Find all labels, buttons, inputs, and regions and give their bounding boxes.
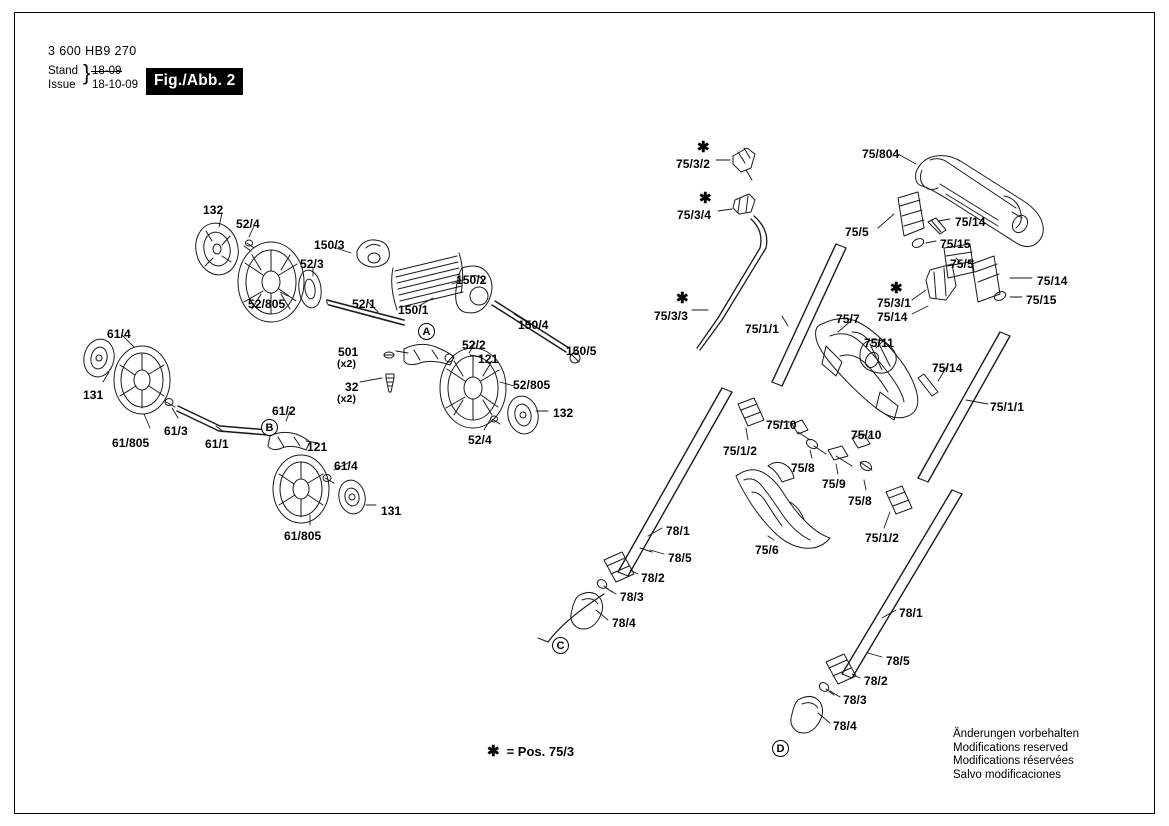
- figure-badge: Fig./Abb. 2: [146, 68, 243, 95]
- callout-75-14-lower: 75/14: [1037, 274, 1068, 288]
- callout-75-14-right: 75/14: [932, 361, 963, 375]
- note-es: Salvo modificaciones: [953, 768, 1062, 781]
- callout-78-5-left: 78/5: [668, 551, 692, 565]
- callout-131-bottom: 131: [381, 504, 402, 518]
- callout-121-top: 121: [478, 352, 499, 366]
- callout-150-5: 150/5: [566, 344, 597, 358]
- callout-52-1: 52/1: [352, 297, 376, 311]
- callout-75-14-center: 75/14: [877, 310, 908, 324]
- callout-61-1: 61/1: [205, 437, 229, 451]
- callout-150-2: 150/2: [456, 273, 487, 287]
- callout-75-14-upper: 75/14: [955, 215, 986, 229]
- callout-75-3-3: 75/3/3: [654, 309, 688, 323]
- callout-131-left: 131: [83, 388, 104, 402]
- star-legend-text: = Pos. 75/3: [506, 744, 575, 759]
- callout-32-qty: (x2): [337, 393, 357, 405]
- callout-52-805-bottom: 52/805: [513, 378, 551, 392]
- stand-date: [92, 65, 121, 77]
- callout-78-1-left: 78/1: [666, 524, 690, 538]
- star-marker-1: ✱: [697, 139, 710, 156]
- callout-75-6: 75/6: [755, 543, 779, 557]
- callout-75-3-4: 75/3/4: [677, 208, 711, 222]
- callout-78-1-right: 78/1: [899, 606, 923, 620]
- callout-61-4-top: 61/4: [107, 327, 131, 341]
- callout-75-8-left: 75/8: [791, 461, 815, 475]
- callout-61-3: 61/3: [164, 424, 188, 438]
- callout-75-9: 75/9: [822, 477, 846, 491]
- callout-78-3-right: 78/3: [843, 693, 867, 707]
- callout-132-top: 132: [203, 203, 224, 217]
- detail-marker-a: A: [418, 323, 435, 340]
- callout-52-4-bottom: 52/4: [468, 433, 492, 447]
- callout-61-805-bottom: 61/805: [284, 529, 322, 543]
- star-marker-2: ✱: [699, 190, 712, 207]
- callout-150-3: 150/3: [314, 238, 345, 252]
- callout-75-11: 75/11: [864, 336, 894, 350]
- callout-61-4-bottom: 61/4: [334, 459, 358, 473]
- note-fr: Modifications réservées: [953, 755, 1074, 768]
- note-de: Änderungen vorbehalten: [953, 728, 1079, 740]
- detail-marker-b: B: [261, 419, 278, 436]
- callout-75-1-2-right: 75/1/2: [865, 531, 899, 545]
- callout-52-4-top: 52/4: [236, 217, 260, 231]
- callout-75-15-lower: 75/15: [1026, 293, 1057, 307]
- callout-78-5-right: 78/5: [886, 654, 910, 668]
- callout-150-4: 150/4: [518, 318, 549, 332]
- callout-52-3: 52/3: [300, 257, 324, 271]
- callout-78-2-left: 78/2: [641, 571, 665, 585]
- star-icon: ✱: [487, 743, 500, 760]
- callout-75-15-upper: 75/15: [940, 237, 971, 251]
- callout-132-bottom: 132: [553, 406, 574, 420]
- callout-75-3-1: 75/3/1: [877, 296, 911, 310]
- callout-75-1-1-right: 75/1/1: [990, 400, 1024, 414]
- callout-75-3-2: 75/3/2: [676, 157, 710, 171]
- issue-label: Issue: [48, 79, 76, 91]
- callout-61-2: 61/2: [272, 404, 296, 418]
- callout-501: 501: [338, 345, 359, 359]
- callout-75-10-left: 75/10: [766, 418, 797, 432]
- note-en: Modifications reserved: [953, 741, 1069, 754]
- header-brace: }: [83, 60, 91, 85]
- detail-marker-d: D: [772, 740, 789, 757]
- callout-501-qty: (x2): [337, 358, 357, 370]
- star-legend: [487, 742, 574, 760]
- callout-32: 32: [345, 380, 359, 394]
- stand-label: Stand: [48, 65, 79, 77]
- callout-61-805-top: 61/805: [112, 436, 150, 450]
- callout-78-4-right: 78/4: [833, 719, 857, 733]
- callout-75-804: 75/804: [862, 147, 900, 161]
- callout-52-805-top: 52/805: [248, 297, 286, 311]
- callout-75-1-2-left: 75/1/2: [723, 444, 757, 458]
- part-number: 3 600 HB9 270: [48, 44, 137, 58]
- callout-75-7: 75/7: [836, 312, 860, 326]
- callout-121-bottom: 121: [307, 440, 328, 454]
- detail-marker-c: C: [552, 637, 569, 654]
- callout-75-1-1-left: 75/1/1: [745, 322, 779, 336]
- callout-78-3-left: 78/3: [620, 590, 644, 604]
- star-marker-3: ✱: [676, 290, 689, 307]
- callout-150-1: 150/1: [398, 303, 429, 317]
- page-border: [14, 12, 1155, 814]
- callout-78-2-right: 78/2: [864, 674, 888, 688]
- modifications-note: [953, 728, 1079, 782]
- callout-75-5-upper: 75/5: [845, 225, 869, 239]
- callout-78-4-left: 78/4: [612, 616, 636, 630]
- callout-75-10-right: 75/10: [851, 428, 882, 442]
- callout-75-5-lower: 75/5: [950, 257, 974, 271]
- issue-date: 18-10-09: [92, 79, 139, 91]
- callout-52-2: 52/2: [462, 338, 486, 352]
- stand-date-value: 18-09: [92, 65, 122, 77]
- star-marker-4: ✱: [890, 280, 903, 297]
- callout-75-8-right: 75/8: [848, 494, 872, 508]
